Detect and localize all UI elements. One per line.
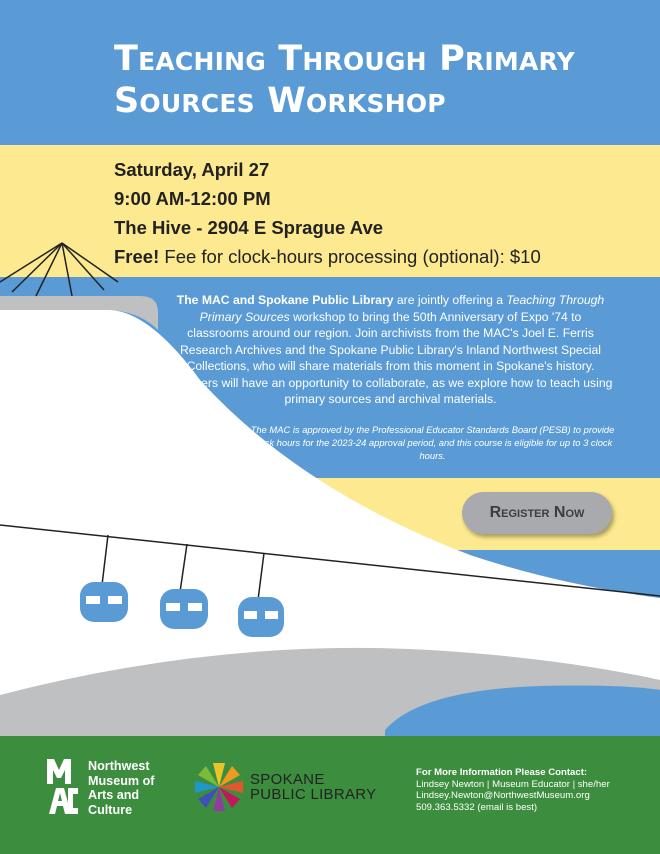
clock-hours-note: The MAC is approved by the Professional Educator Standards Board (PESB) to provide clock hours for the 2023-24 approval period, and this course is eligible for up to 3 clock hours. <box>250 424 615 461</box>
description-part-1: are jointly offering a <box>393 293 507 307</box>
description-italic-title: Teaching Through Primary Sources <box>199 293 605 324</box>
title-line-1: Teaching Through Primary <box>114 39 575 79</box>
mac-name-line-4: Culture <box>88 802 133 817</box>
title-line-2: Sources Workshop <box>114 81 446 121</box>
mac-name-line-2: Museum of <box>88 773 155 788</box>
spl-name-line-1: SPOKANE <box>250 771 325 788</box>
event-time: 9:00 AM-12:00 PM <box>114 188 271 209</box>
mac-name-line-3: Arts and <box>88 788 140 802</box>
contact-email[interactable]: Lindsey.Newton@NorthwestMuseum.org <box>416 790 590 802</box>
page-title <box>114 38 634 122</box>
fee-text: Fee for clock-hours processing (optional): $10 <box>159 246 541 267</box>
mac-logo-icon <box>46 758 80 816</box>
description-part-2: workshop to bring the 50th Anniversary of Expo '74 to classrooms around our region. Join archivists from the MAC's Joel E. Ferris Research Archives and the Spokane Public Library's Inland Northwest Special Collections, who will share materials from this moment in Spokane's history. Teachers will have an opportunity to collaborate, as we explore how to teach using primary sources and archival materials. <box>168 309 613 406</box>
spokane-library-name <box>250 772 376 802</box>
event-fee <box>114 246 541 267</box>
register-now-button[interactable]: Register Now <box>462 492 612 534</box>
contact-info <box>416 767 610 813</box>
contact-phone: 509.363.5332 (email is best) <box>416 801 538 813</box>
spl-name-line-2: PUBLIC LIBRARY <box>250 786 377 803</box>
spokane-library-star-icon <box>192 760 246 814</box>
free-label: Free! <box>114 246 160 267</box>
mac-name-line-1: Northwest <box>88 759 150 773</box>
description-lead: The MAC and Spokane Public Library <box>176 293 394 307</box>
contact-line-1: Lindsey Newton | Museum Educator | she/her <box>416 778 610 790</box>
event-date: Saturday, April 27 <box>114 159 270 180</box>
mac-name <box>88 759 178 817</box>
contact-heading: For More Information Please Contact: <box>416 767 588 778</box>
workshop-description <box>168 292 613 408</box>
event-location: The Hive - 2904 E Sprague Ave <box>114 217 384 238</box>
event-details <box>114 155 541 271</box>
